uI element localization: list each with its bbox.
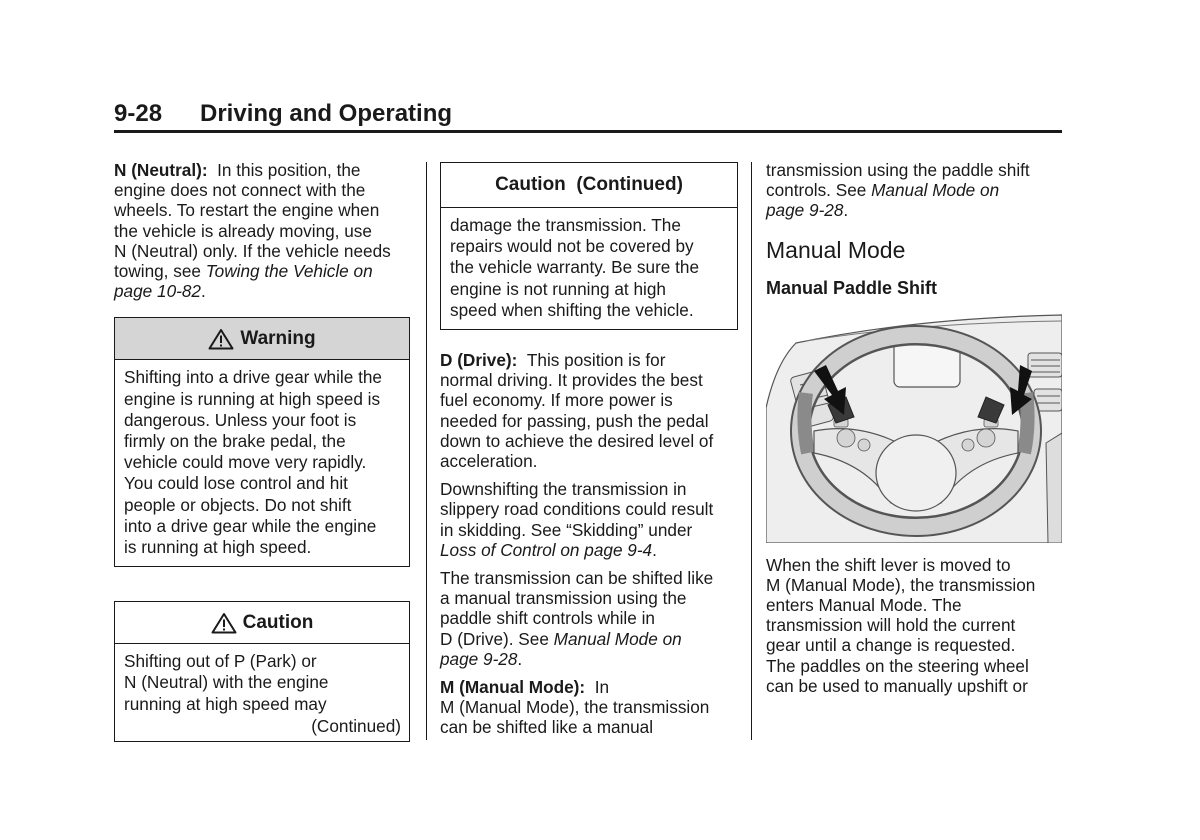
manual-like-paragraph: The transmission can be shifted like a manual transmission using the paddle shift controls while in D (Drive). See Manual Mode on page 9-28. xyxy=(440,568,714,669)
warning-body: Shifting into a drive gear while the engine is running at high speed is dangerous. Unless your foot is firmly on the brake pedal, the vehicle could move very rapidly. You could lose control and hit people or objects. Do not shift into a drive gear while the engine is running at high speed. xyxy=(124,367,382,558)
column-2 xyxy=(440,160,740,746)
continued-paragraph: transmission using the paddle shift controls. See Manual Mode on page 9-28. xyxy=(766,160,1030,221)
warning-box xyxy=(114,317,410,567)
cross-reference: Manual Mode on xyxy=(871,180,1000,201)
caution-continued-title: Caution (Continued) xyxy=(495,173,683,195)
cross-reference: Loss of Control on page 9-4 xyxy=(440,539,653,560)
caution-box xyxy=(114,601,410,742)
warning-header xyxy=(115,318,409,360)
warning-title: Warning xyxy=(240,327,316,349)
caution-continued-header xyxy=(441,163,737,208)
steering-wheel-paddle-shift-icon xyxy=(766,313,1062,543)
drive-term: D (Drive): xyxy=(440,350,518,371)
caution-continued-body: damage the transmission. The repairs would not be covered by the vehicle warranty. Be sure the engine is not running at high speed when shifting the vehicle. xyxy=(450,215,700,320)
caution-title: Caution xyxy=(242,611,314,633)
cross-reference: Manual Mode on xyxy=(553,628,682,649)
cross-reference: Towing the Vehicle on xyxy=(205,261,373,282)
downshift-paragraph: Downshifting the transmission in slippery road conditions could result in skidding. See “Skidding” under Loss of Control on page 9-4. xyxy=(440,479,714,560)
warning-triangle-icon xyxy=(208,328,234,350)
warning-triangle-icon xyxy=(211,612,237,634)
column-3 xyxy=(766,160,1066,704)
caution-body: Shifting out of P (Park) or N (Neutral) with the engine running at high speed may (Continued) xyxy=(124,651,401,736)
cross-reference: page 9-28 xyxy=(440,648,518,669)
manual-mode-term: M (Manual Mode): xyxy=(440,677,586,698)
page-number: 9-28 xyxy=(114,100,163,127)
neutral-term: N (Neutral): xyxy=(114,160,208,180)
subsection-heading: Manual Paddle Shift xyxy=(766,277,938,298)
cross-reference: page 9-28 xyxy=(766,200,844,221)
section-heading: Manual Mode xyxy=(766,236,906,263)
column-divider xyxy=(426,162,427,740)
steering-wheel-paddle-shift-illustration xyxy=(766,313,1062,543)
drive-paragraph: D (Drive): This position is for normal driving. It provides the best fuel economy. If more power is needed for passing, push the pedal down to achieve the desired level of acceleration. xyxy=(440,350,714,472)
manual-mode-body: When the shift lever is moved to M (Manual Mode), the transmission enters Manual Mode. The transmission will hold the current gear until a change is requested. The paddles on the steering wheel can be used to manually upshift or xyxy=(766,554,1036,696)
caution-continued-box xyxy=(440,162,738,330)
column-1 xyxy=(114,160,414,742)
manual-mode-paragraph: M (Manual Mode): In M (Manual Mode), the transmission can be shifted like a manual xyxy=(440,677,710,738)
neutral-paragraph: N (Neutral): In this position, the engine does not connect with the wheels. To restart the engine when the vehicle is already moving, use N (Neutral) only. If the vehicle needs towing, see Towing the Vehicle on page 10-82. xyxy=(114,160,391,302)
section-title: Driving and Operating xyxy=(200,100,453,127)
continued-label: (Continued) xyxy=(311,715,401,736)
cross-reference: page 10-82 xyxy=(114,281,201,302)
caution-header xyxy=(115,602,409,644)
page-header xyxy=(114,100,1062,133)
column-divider xyxy=(751,162,752,740)
